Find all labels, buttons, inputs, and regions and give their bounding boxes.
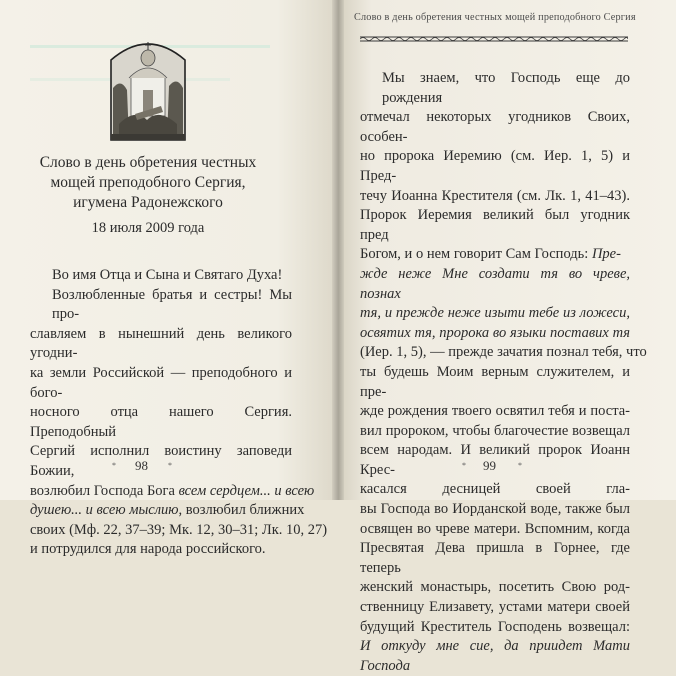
text-line: отмечал некоторых угодников Своих, особен- <box>360 109 630 145</box>
page-number-ornament: * <box>112 461 116 470</box>
scripture-quote: освятих тя, пророка во языки поставих тя <box>360 324 630 341</box>
page-number-ornament: * <box>168 461 172 470</box>
ornament-divider-icon <box>360 35 628 43</box>
text-line: но пророка Иеремию (см. Иер. 1, 5) и Пред- <box>360 148 630 184</box>
monastery-church-icon <box>105 28 191 144</box>
scripture-quote: тя, и прежде неже изыти тебе из ложеси, <box>360 305 630 322</box>
text-line: ка земли Российской — преподобного и бого- <box>30 364 292 401</box>
text-line: будущий Креститель Господень возвещал: <box>360 618 630 635</box>
text-line: жде рождения твоего освятил тебя и поста- <box>360 403 630 420</box>
title-line: мощей преподобного Сергия, <box>50 174 246 191</box>
text-segment: возлюбил Господа Бога <box>30 482 179 499</box>
text-line: течу Иоанна Крестителя (см. Лк. 1, 41–43). <box>360 187 630 204</box>
text-line: женский монастырь, посетить Свою род- <box>360 579 630 596</box>
text-line: ственницу Елизавету, устами матери своей <box>360 599 630 616</box>
text-line <box>30 501 305 521</box>
page-number-left: 98 <box>135 458 148 473</box>
chapter-title <box>10 153 286 213</box>
text-line: всем народам. И великий пророк Иоанн Крес- <box>360 442 630 478</box>
text-line: Возлюбленные братья и сестры! Мы про- <box>52 286 292 323</box>
left-page-body <box>30 266 328 560</box>
page-number-right: 99 <box>483 458 496 473</box>
text-line: вы Господа во Иорданской воде, также был <box>360 501 630 518</box>
text-segment: Богом, и о нем говорит Сам Господь: <box>360 246 592 263</box>
scripture-quote: жде неже Мне создати тя во чреве, познах <box>360 265 630 302</box>
scripture-quote: всем сердцем... и всею <box>178 482 315 499</box>
text-line: Сергий исполнил воистину заповеди Божии, <box>30 443 292 479</box>
text-line: носного отца нашего Сергия. Преподобный <box>30 404 292 440</box>
text-line <box>360 245 630 265</box>
text-line: освящен во чреве матери. Вспомним, когда <box>360 520 630 537</box>
book-gutter <box>332 0 344 500</box>
scripture-quote: И откуду мне сие, да приидет Мати Господа <box>360 638 630 674</box>
page-number-ornament: * <box>462 461 466 470</box>
text-line: касался десницей своей гла- <box>360 481 630 498</box>
scripture-quote: душею... и всею мыслию <box>30 502 179 519</box>
title-line: игумена Радонежского <box>73 194 223 211</box>
title-line: Слово в день обретения честных <box>39 154 257 171</box>
right-page-body <box>360 69 647 676</box>
text-line: Пророк Иеремия великий был угодник пред <box>360 207 630 243</box>
text-line: Пресвятая Дева пришла в Горнее, где теперь <box>360 540 630 576</box>
running-header: Слово в день обретения честных мощей преподобного Сергия <box>354 12 636 23</box>
sermon-date: 18 июля 2009 года <box>91 220 205 236</box>
text-line: своих (Мф. 22, 37–39; Мк. 12, 30–31; Лк. 10, 27) <box>30 521 328 538</box>
text-line: и потрудился для народа российского. <box>30 541 266 558</box>
text-line: Мы знаем, что Господь еще до рождения <box>382 70 630 106</box>
text-segment: , возлюбил ближних <box>178 502 305 519</box>
text-line: вил пророком, чтобы благочестие возвещал <box>360 422 630 439</box>
text-line: ты будешь Моим верным служителем, и пре- <box>360 363 630 400</box>
text-line: славляем в нынешний день великого угодни- <box>30 325 292 362</box>
text-line: Во имя Отца и Сына и Святаго Духа! <box>52 267 283 283</box>
scripture-quote: Пре- <box>591 246 621 263</box>
text-line: (Иер. 1, 5), — прежде зачатия познал тебя, что <box>360 344 647 361</box>
page-number-ornament: * <box>518 461 522 470</box>
text-line <box>30 482 315 502</box>
